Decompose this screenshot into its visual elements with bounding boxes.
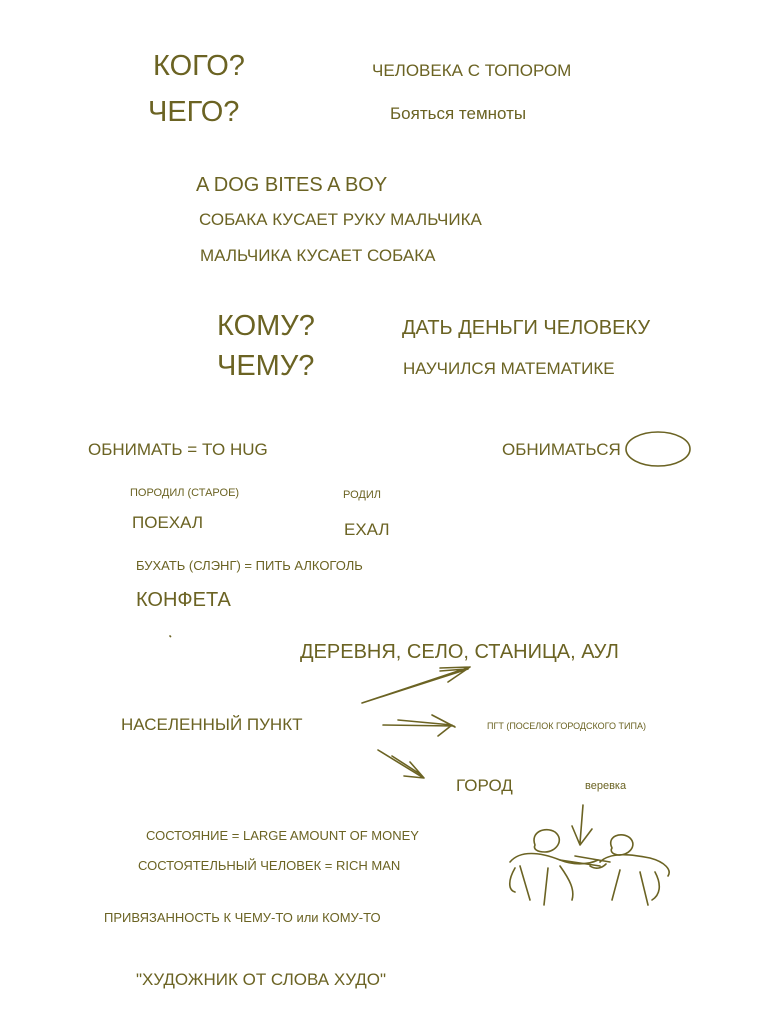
sostoyatelny-definition: СОСТОЯТЕЛЬНЫЙ ЧЕЛОВЕК = RICH MAN [138,858,401,873]
arrow-down-icon [572,805,592,845]
derevnya-list: ДЕРЕВНЯ, СЕЛО, СТАНИЦА, АУЛ [300,641,619,663]
russian-sentence-1: СОБАКА КУСАЕТ РУКУ МАЛЬЧИКА [199,210,482,229]
question-chego: ЧЕГО? [148,96,240,128]
arrow-up-right-icon [362,667,470,703]
right-figure [600,855,669,905]
example-chemu: НАУЧИЛСЯ МАТЕМАТИКЕ [403,359,615,378]
naselenny-punkt: НАСЕЛЕННЫЙ ПУНКТ [121,715,303,734]
question-komu: КОМУ? [217,310,315,342]
gorod-word: ГОРОД [456,776,513,795]
head-right [611,835,633,855]
head-left [534,830,559,852]
question-chemu: ЧЕМУ? [217,350,315,382]
privyazannost-phrase: ПРИВЯЗАННОСТЬ К ЧЕМУ-ТО или КОМУ-ТО [104,910,381,925]
hudozhnik-quote: "ХУДОЖНИК ОТ СЛОВА ХУДО" [136,970,386,989]
hand-drawn-circle-icon [626,432,690,466]
obnimat-definition: ОБНИМАТЬ = TO HUG [88,440,268,459]
pgt-definition: ПГТ (ПОСЕЛОК ГОРОДСКОГО ТИПА) [487,721,646,731]
buhat-definition: БУХАТЬ (СЛЭНГ) = ПИТЬ АЛКОГОЛЬ [136,558,363,573]
rodil-word: РОДИЛ [343,489,381,501]
left-figure [510,854,598,906]
porodil-word: ПОРОДИЛ (СТАРОЕ) [130,487,240,499]
poehal-word: ПОЕХАЛ [132,513,203,532]
hand-drawn-figures-tied-with-rope [510,830,669,905]
english-sentence: A DOG BITES A BOY [196,174,388,196]
example-chego: Бояться темноты [390,104,527,123]
dot-mark [170,636,171,637]
question-kogo: КОГО? [153,50,245,82]
arrow-down-right-icon [378,750,424,778]
arrow-right-icon [383,715,455,736]
russian-sentence-2: МАЛЬЧИКА КУСАЕТ СОБАКА [200,246,436,265]
obnimatsya-word: ОБНИМАТЬСЯ [502,440,621,459]
ehal-word: ЕХАЛ [344,520,390,539]
konfeta-word: КОНФЕТА [136,589,231,611]
example-komu: ДАТЬ ДЕНЬГИ ЧЕЛОВЕКУ [402,317,651,339]
sostoyanie-definition: СОСТОЯНИЕ = LARGE AMOUNT OF MONEY [146,828,419,843]
verevka-label: веревка [585,780,627,792]
rope-line [560,856,610,868]
example-kogo: ЧЕЛОВЕКА С ТОПОРОМ [372,61,572,80]
